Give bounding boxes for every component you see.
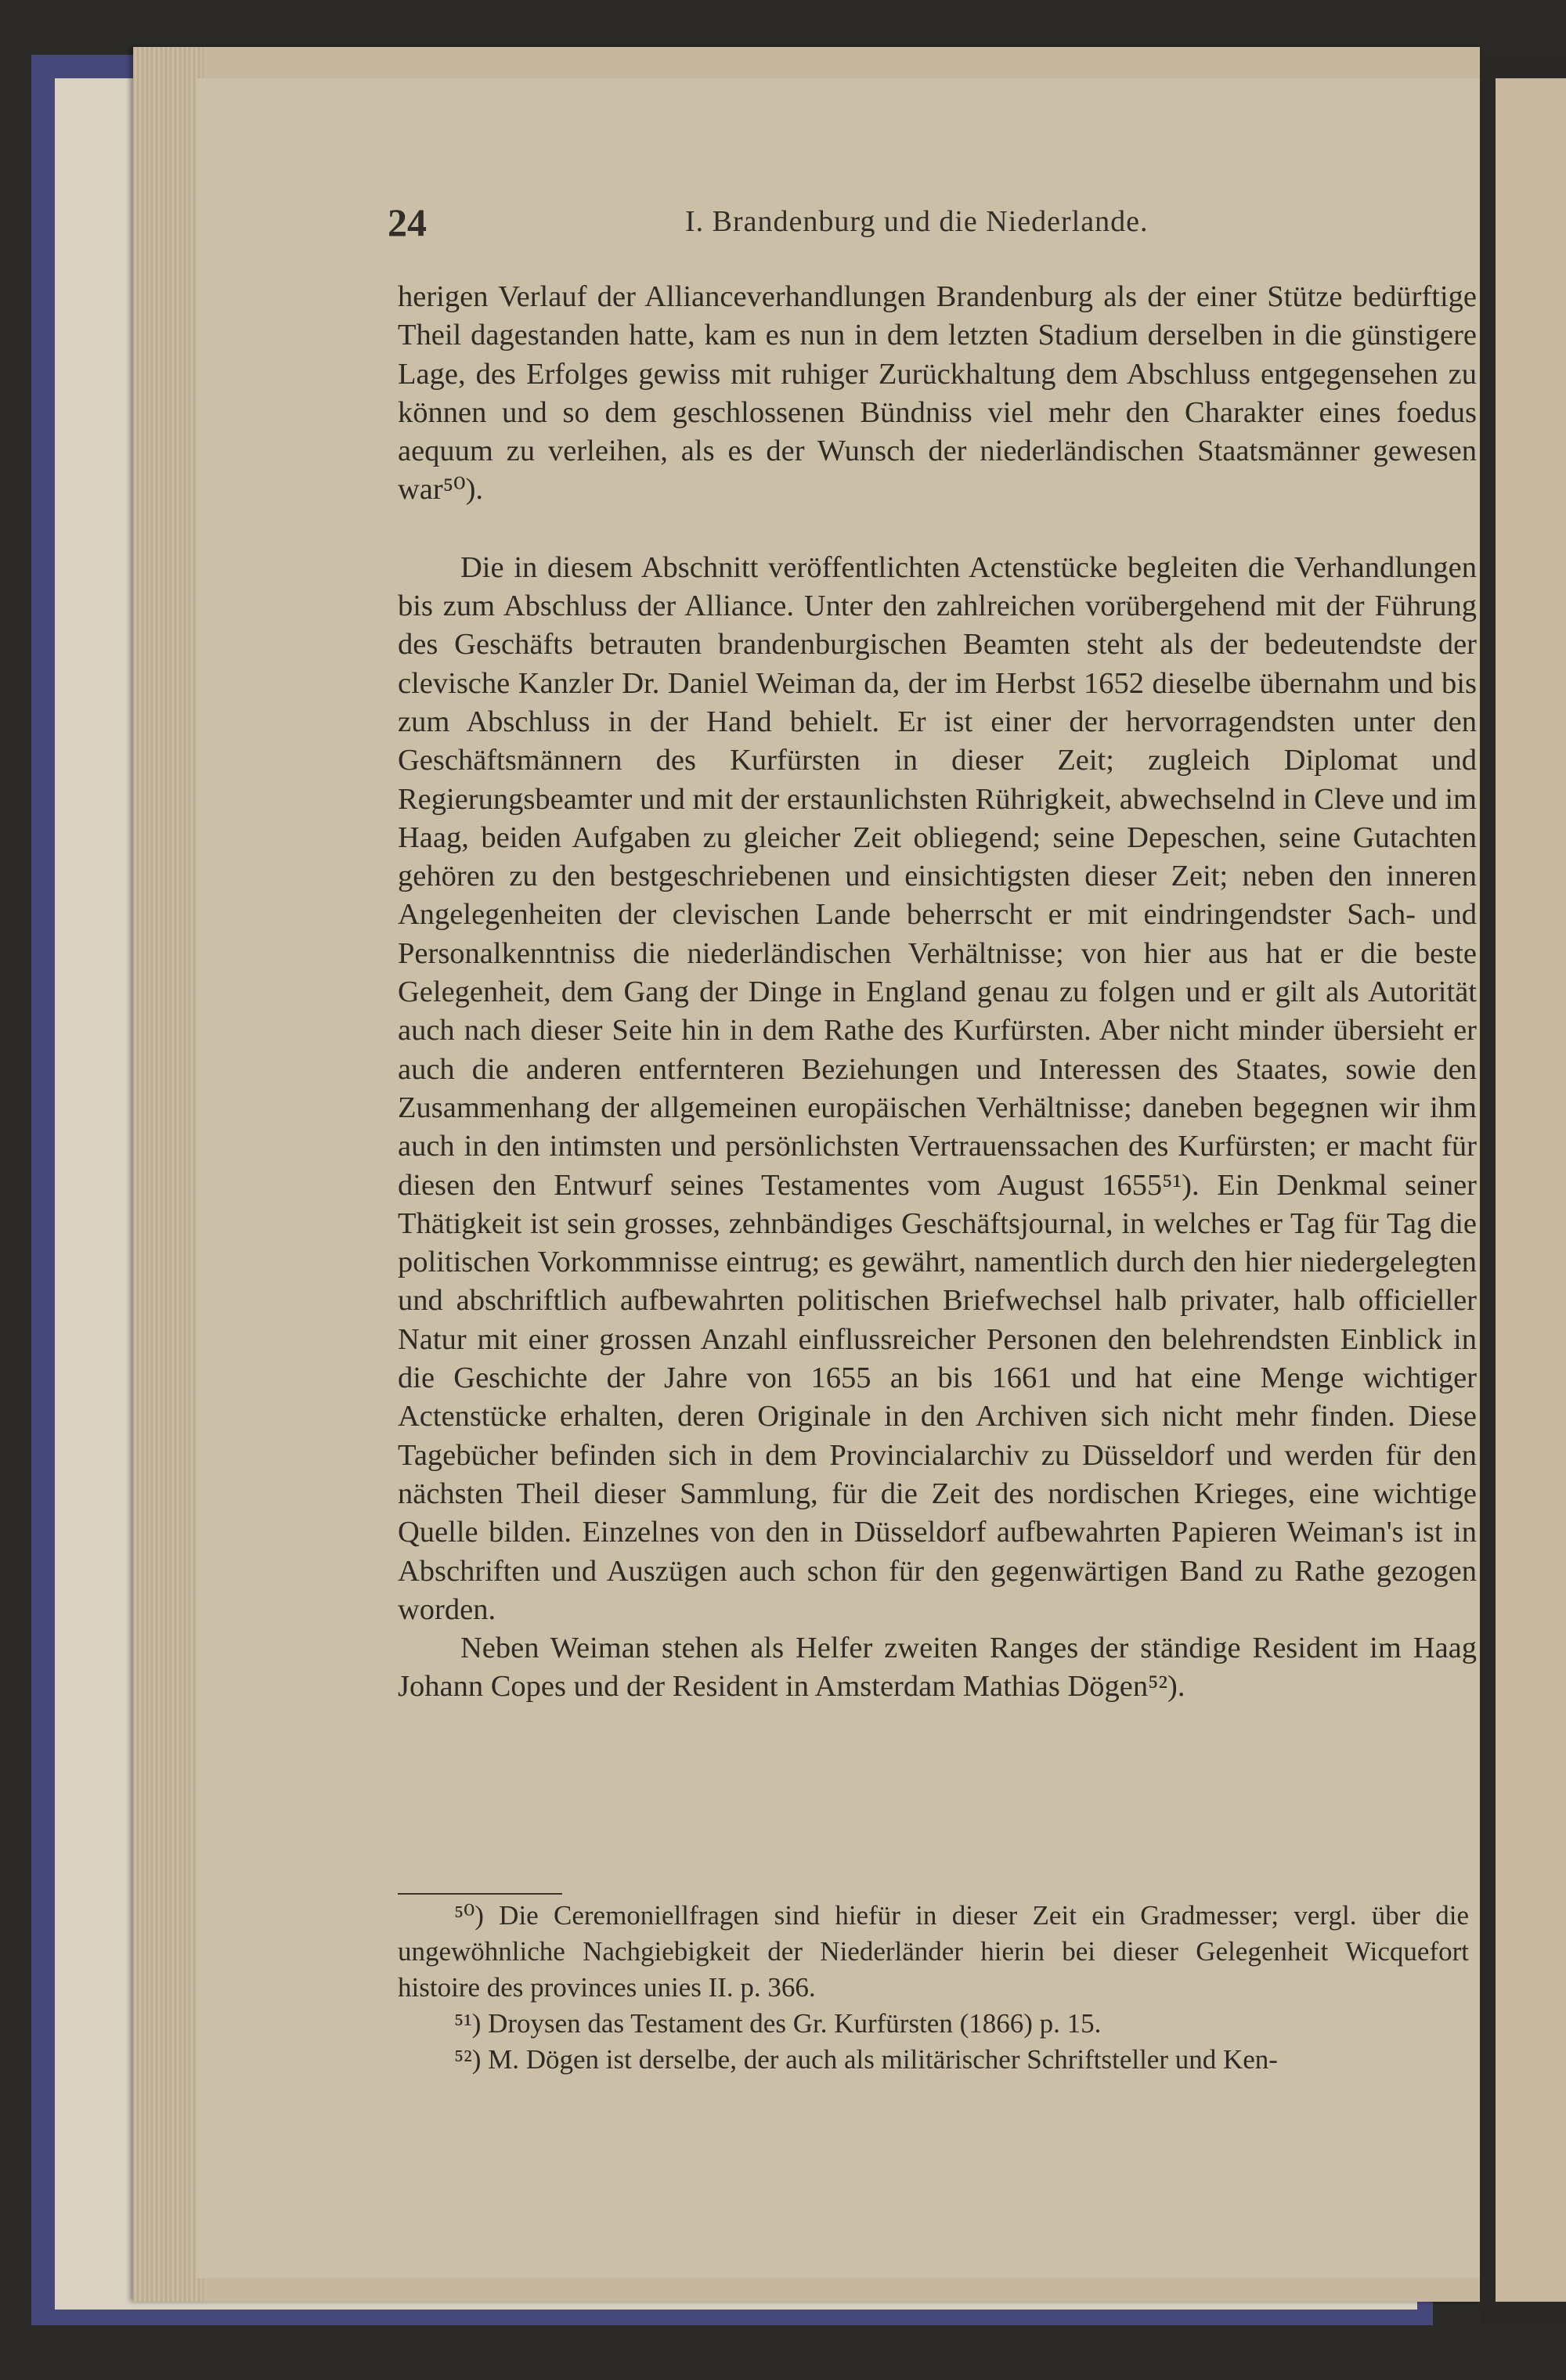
paragraph-weiman: Die in diesem Abschnitt veröffentlichten Actenstücke begleiten die Verhandlungen bis zum Abschluss der Alliance. Unter den zahlreichen vorübergehend mit der Führung des Geschäfts betrauten brandenburgischen Beamten steht als der bedeutendste der clevische Kanzler Dr. Daniel Weiman da, der im Herbst 1652 dieselbe übernahm und bis zum Abschluss in der Hand behielt. Er ist einer der hervorragendsten unter den Geschäftsmännern des Kurfürsten in dieser Zeit; zugleich Diplomat und Regierungsbeamter und mit der erstaunlichsten Rührigkeit, abwechselnd in Cleve und im Haag, beiden Aufgaben zu gleicher Zeit obliegend; seine Depeschen, seine Gutachten gehören zu den bestgeschriebenen und einsichtigsten dieser Zeit; neben den inneren Angelegenheiten der clevischen Lande beherrscht er mit eindringendster Sach- und Personalkenntniss die niederländischen Verhältnisse; von hier aus hat er die beste Gelegenheit, dem Gang der Dinge in England genau zu folgen und er gilt als Autorität auch nach dieser Seite hin in dem Rathe des Kurfürsten. Aber nicht minder übersieht er auch die anderen entfernteren Beziehungen und Interessen des Staates, sowie den Zusammenhang der allgemeinen europäischen Verhältnisse; daneben begegnen wir ihm auch in den intimsten und persönlichsten Vertrauenssachen des Kurfürsten; er macht für diesen den Entwurf seines Testamentes vom August 1655⁵¹). Ein Denkmal seiner Thätigkeit ist sein grosses, zehnbändiges Geschäftsjournal, in welches er Tag für Tag die politischen Vorkommnisse eintrug; es gewährt, namentlich durch den hier niedergelegten und abschriftlich aufbewahrten politischen Briefwechsel halb privater, halb officieller Natur mit einer grossen Anzahl einflussreicher Personen den belehrendsten Einblick in die Geschichte der Jahre von 1655 an bis 1661 und hat eine Menge wichtiger Actenstücke erhalten, deren Originale in den Archiven sich nicht mehr finden. Diese Tagebücher befinden sich in dem Provincialarchiv zu Düsseldorf und werden für den nächsten Theil dieser Sammlung, für die Zeit des nordischen Krieges, eine wichtige Quelle bilden. Einzelnes von den in Düsseldorf aufbewahrten Papieren Weiman's ist in Abschriften und Auszügen auch schon für den gegenwärtigen Band zu Rathe gezogen worden.: [398, 550, 1477, 1626]
page-number: 24: [388, 200, 427, 244]
page-edge-lines: [133, 47, 204, 2302]
paragraph-helpers: Neben Weiman stehen als Helfer zweiten Ranges der ständige Resident im Haag Johann Copes und der Resident in Amsterdam Mathias Dögen⁵²).: [398, 1632, 1477, 1704]
footnote-rule: [398, 1893, 562, 1895]
paragraph-continued: herigen Verlauf der Allianceverhandlungen Brandenburg als der einer Stütze bedürftige Theil dagestanden hatte, kam es nun in dem letzten Stadium derselben in die günstigere Lage, des Erfolges gewiss mit ruhiger Zurückhaltung dem Abschluss entgegensehen zu können und so dem geschlossenen Bündniss viel mehr den Charakter eines foedus aequum zu verleihen, als es der Wunsch der niederländischen Staatsmänner gewesen war⁵⁰).: [398, 280, 1477, 507]
facing-page-edge: [1496, 78, 1566, 2302]
footnote-52: ⁵²) M. Dögen ist derselbe, der auch als militärischer Schriftsteller und Ken-: [454, 2044, 1278, 2075]
page-header: [388, 200, 1484, 254]
footnotes: [398, 1898, 1469, 2078]
footnote-51: ⁵¹) Droysen das Testament des Gr. Kurfürsten (1866) p. 15.: [454, 2008, 1102, 2039]
running-head: I. Brandenburg und die Niederlande.: [685, 205, 1149, 238]
body-text: [398, 278, 1477, 1707]
footnote-50: ⁵⁰) Die Ceremoniellfragen sind hiefür in dieser Zeit ein Gradmesser; vergl. über die ungewöhnliche Nachgiebigkeit der Niederländer hierin bei dieser Gelegenheit Wicquefort histoire des provinces unies II. p. 366.: [398, 1900, 1469, 2003]
